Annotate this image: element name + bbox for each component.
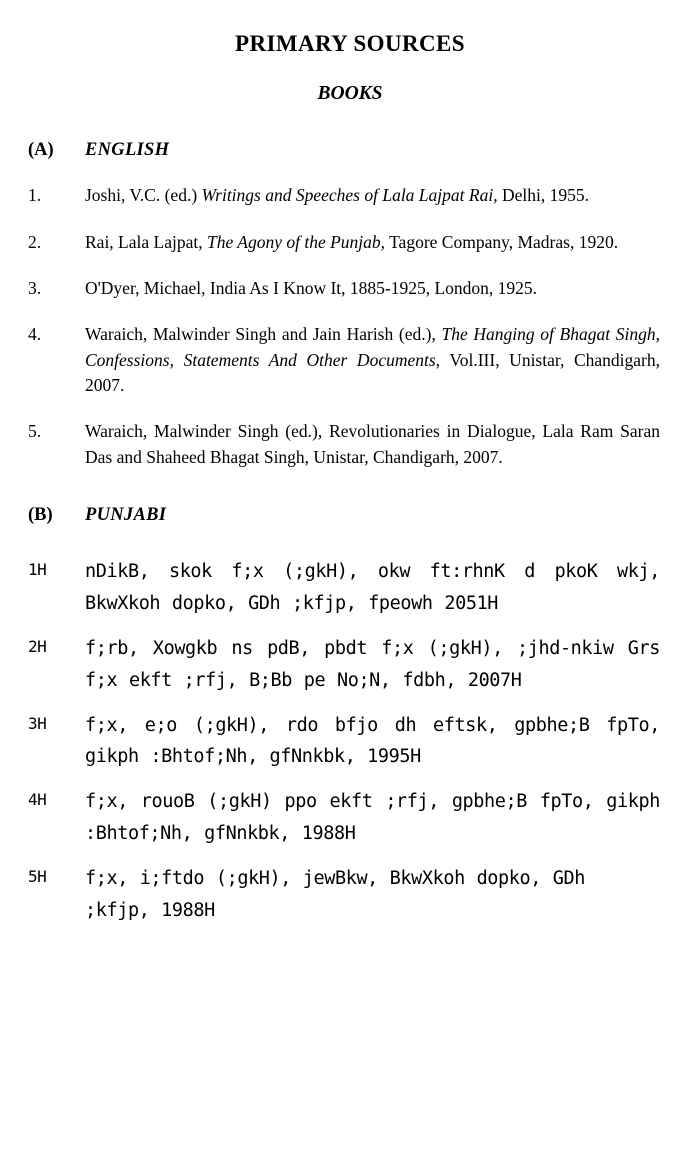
section-name-punjabi: PUNJABI (85, 505, 167, 526)
punjabi-reference-list (0, 556, 700, 926)
reference-number: 5H (28, 866, 47, 886)
list-item (0, 863, 700, 927)
page-subtitle: BOOKS (317, 82, 383, 104)
reference-text: O'Dyer, Michael, India As I Know It, 1885-1925, London, 1925. (85, 277, 538, 298)
reference-text: f;rb, Xowgkb ns pdB, pbdt f;x (;gkH), ;jhd-nkiw Grs f;x ekft ;rfj, B;Bb pe No;N, fdbh, 2007H (85, 637, 660, 691)
reference-number: 1H (28, 560, 47, 580)
reference-text: Joshi, V.C. (ed.) Writings and Speeches of Lala Lajpat Rai, Delhi, 1955. (85, 185, 589, 206)
reference-number: 4. (28, 324, 42, 345)
reference-text: nDikB, skok f;x (;gkH), okw ft:rhnK d pkoK wkj, BkwXkoh dopko, GDh ;kfjp, fpeowh 2051H (85, 561, 660, 615)
reference-text: f;x, rouoB (;gkH) ppo ekft ;rfj, gpbhe;B fpTo, gikph :Bhtof;Nh, gfNnkbk, 1988H (85, 791, 660, 845)
section-letter-a: (A) (28, 139, 54, 160)
reference-text: Waraich, Malwinder Singh (ed.), Revolutionaries in Dialogue, Lala Ram Saran Das and Shaheed Bhagat Singh, Unistar, Chandigarh, 2007. (85, 421, 660, 467)
reference-number: 3H (28, 713, 47, 733)
list-item (0, 633, 700, 697)
section-header-english (0, 139, 700, 161)
list-item (0, 710, 700, 774)
section-letter-b: (B) (28, 505, 53, 526)
reference-number: 1. (28, 185, 42, 206)
list-item (0, 276, 700, 301)
list-item (0, 419, 700, 470)
reference-text: Rai, Lala Lajpat, The Agony of the Punjab, Tagore Company, Madras, 1920. (85, 231, 619, 252)
list-item (0, 786, 700, 850)
list-item (0, 230, 700, 255)
reference-number: 2H (28, 636, 47, 656)
reference-number: 3. (28, 277, 42, 298)
list-item (0, 556, 700, 620)
english-reference-list (0, 183, 700, 470)
section-header-punjabi (0, 504, 700, 526)
page-title: PRIMARY SOURCES (235, 31, 465, 56)
list-item (0, 322, 700, 398)
list-item (0, 183, 700, 208)
section-name-english: ENGLISH (85, 139, 170, 160)
reference-number: 4H (28, 790, 47, 810)
reference-number: 2. (28, 231, 42, 252)
reference-text: f;x, e;o (;gkH), rdo bfjo dh eftsk, gpbhe;B fpTo, gikph :Bhtof;Nh, gfNnkbk, 1995H (85, 714, 660, 768)
reference-text: f;x, i;ftdo (;gkH), jewBkw, BkwXkoh dopko, GDh ;kfjp, 1988H (85, 867, 585, 921)
reference-text: Waraich, Malwinder Singh and Jain Harish (ed.), The Hanging of Bhagat Singh, Confessions, Statements And Other Documents, Vol.III, Unistar, Chandigarh, 2007. (85, 324, 660, 396)
reference-number: 5. (28, 421, 42, 442)
